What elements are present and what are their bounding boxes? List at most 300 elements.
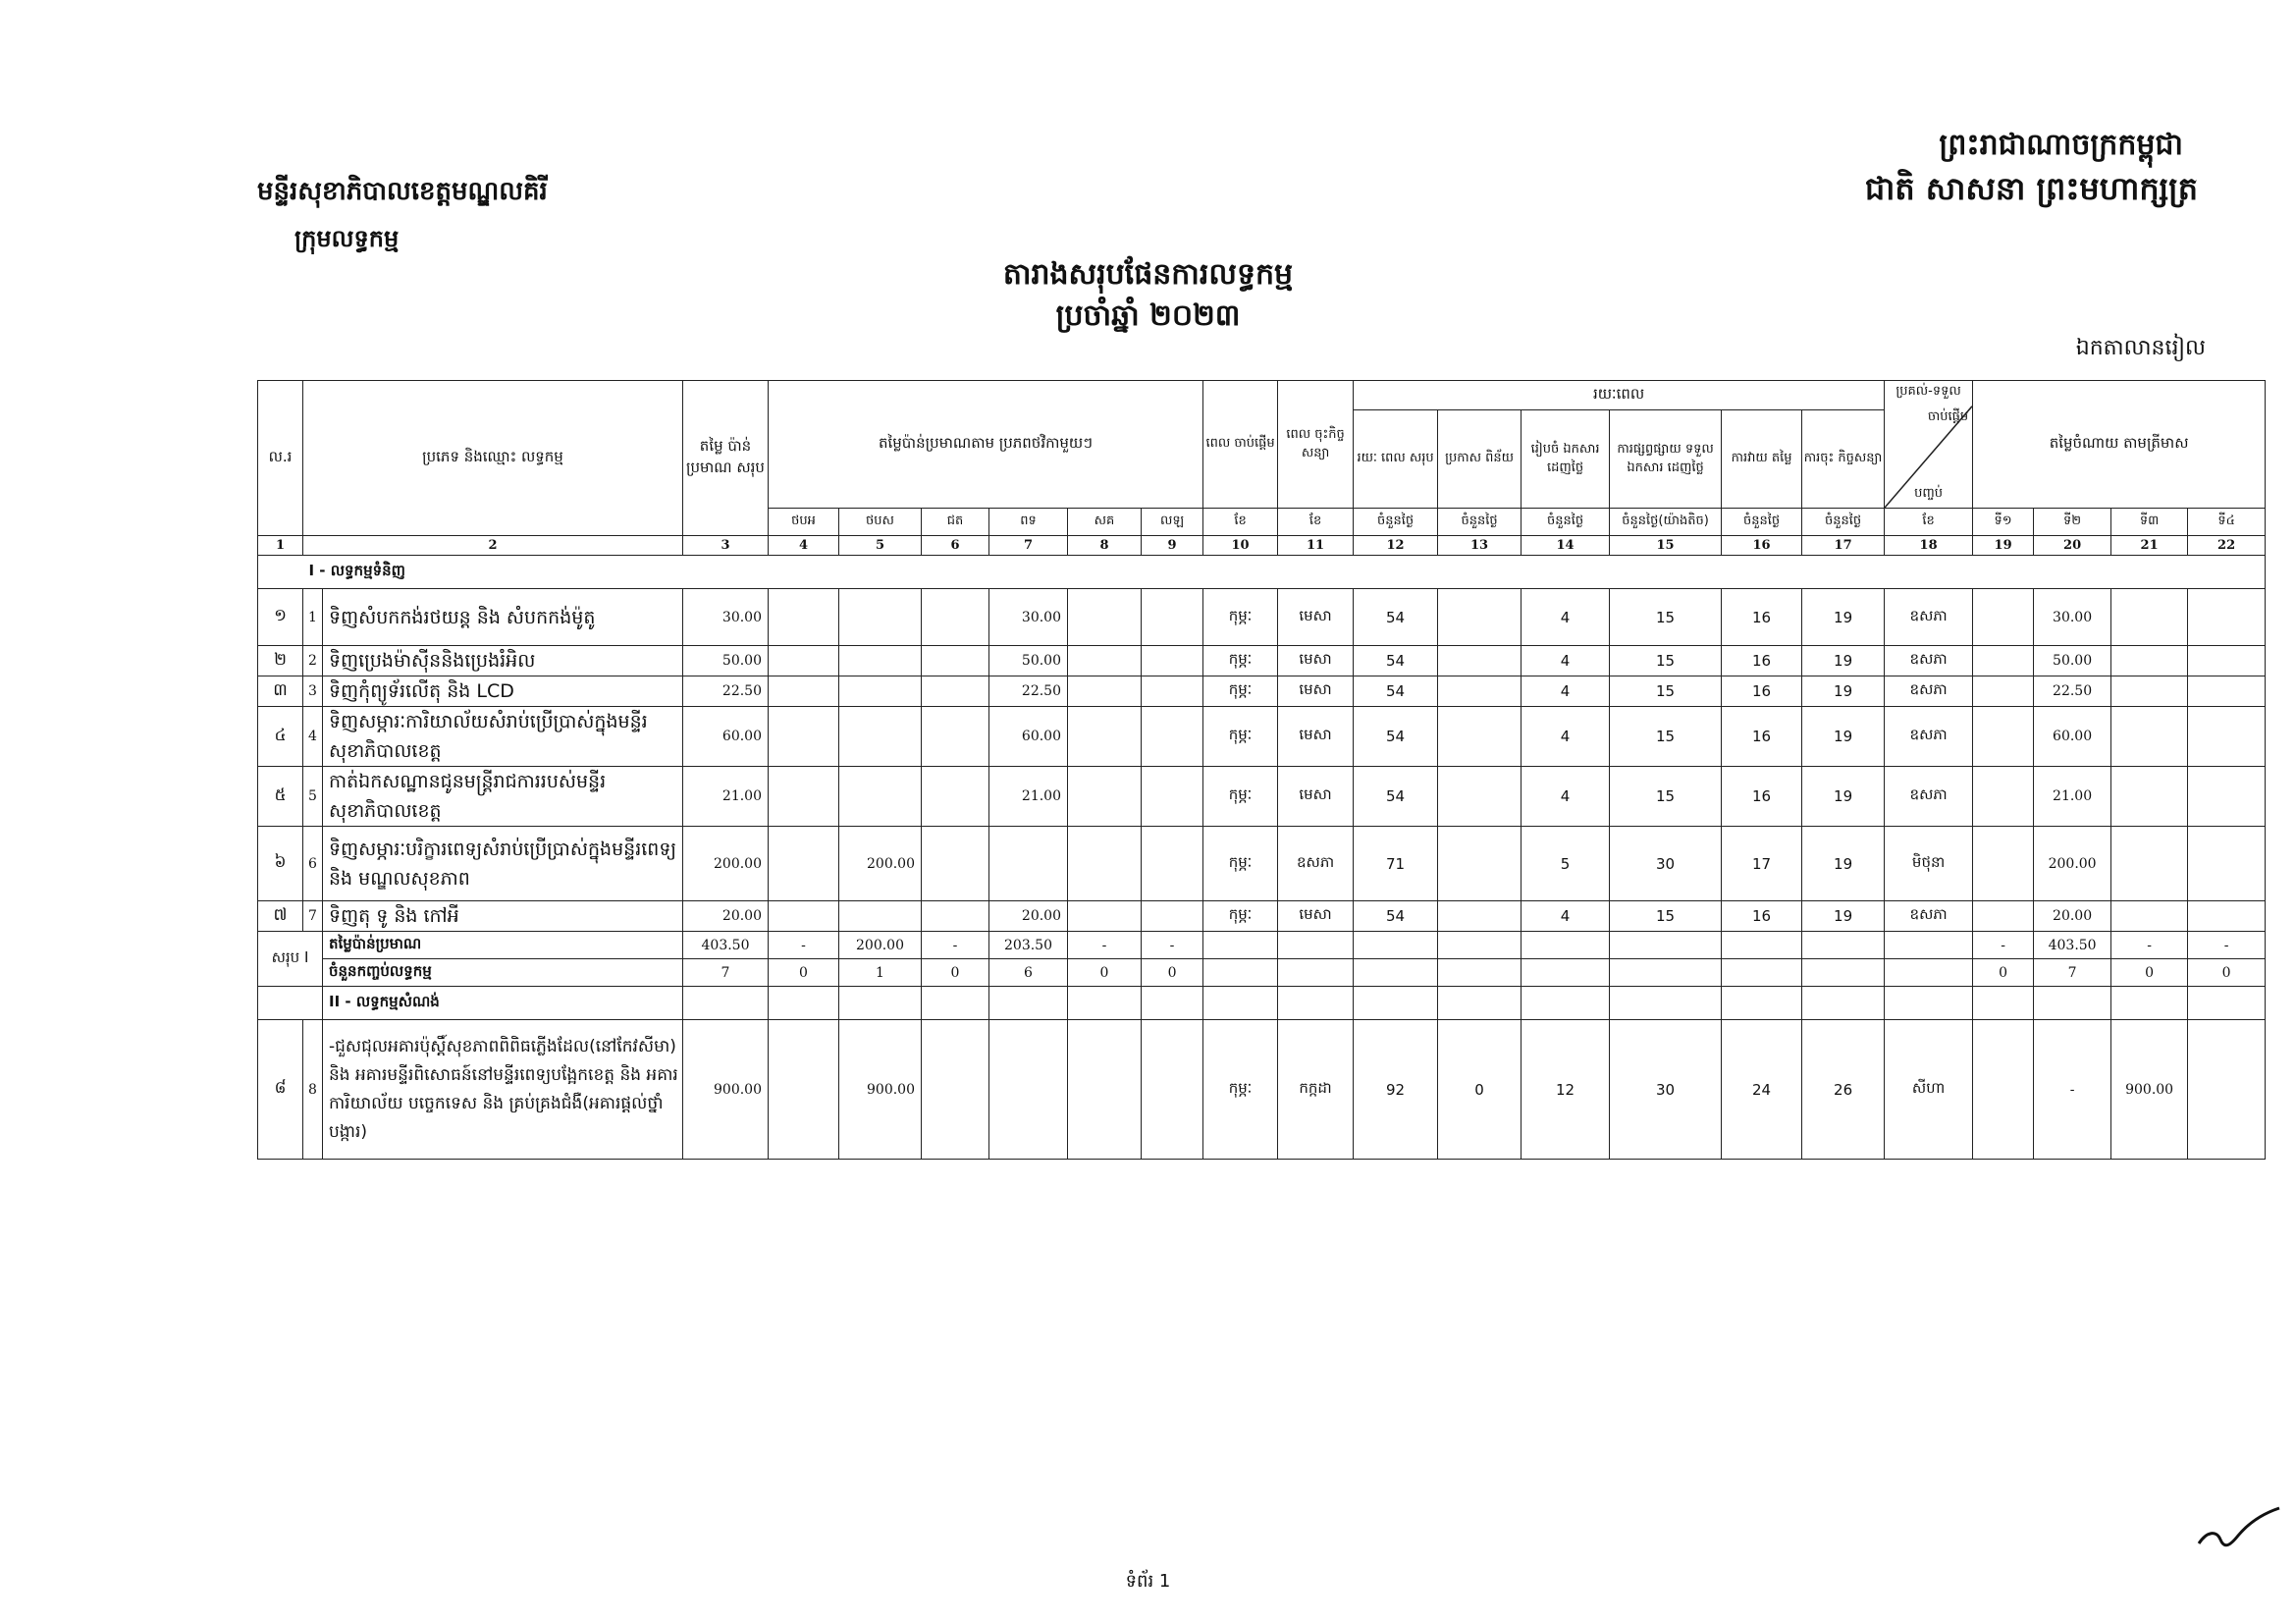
row-number: 5 bbox=[303, 767, 323, 827]
q2-cell: 60.00 bbox=[2034, 707, 2111, 767]
sched-total: 54 bbox=[1354, 589, 1438, 646]
sched-4: 30 bbox=[1610, 827, 1722, 901]
ministry-name: មន្ទីរសុខាភិបាលខេត្តមណ្ឌលគិរី bbox=[257, 177, 548, 206]
sched-3: 4 bbox=[1522, 707, 1610, 767]
table-row bbox=[258, 767, 2266, 827]
src6-cell bbox=[1142, 767, 1203, 827]
row-description: កាត់ឯកសណ្ឋានជូនមន្ត្រីរាជការរបស់មន្ទីរសុខាភិបាលខេត្ត bbox=[323, 767, 683, 827]
src1-cell bbox=[769, 1020, 839, 1160]
empty-cell bbox=[1885, 932, 1973, 959]
delivery-month: ឧសភា bbox=[1885, 646, 1973, 676]
src3-cell bbox=[922, 1020, 989, 1160]
subtotal-quarter-value: 7 bbox=[2034, 959, 2111, 987]
column-number: 16 bbox=[1722, 536, 1802, 556]
src4-cell: 22.50 bbox=[989, 676, 1068, 707]
q1-cell bbox=[1973, 1020, 2034, 1160]
row-description: ទិញសម្ភារៈការិយាល័យសំរាប់ប្រើប្រាស់ក្នុងមន្ទីរសុខាភិបាលខេត្ត bbox=[323, 707, 683, 767]
sched-4: 15 bbox=[1610, 767, 1722, 827]
section-2-label: II - លទ្ធកម្មសំណង់ bbox=[323, 987, 683, 1020]
src4-cell: 30.00 bbox=[989, 589, 1068, 646]
empty-cell bbox=[1610, 959, 1722, 987]
start-month: កុម្ភៈ bbox=[1203, 589, 1278, 646]
contract-month: ឧសភា bbox=[1278, 827, 1354, 901]
row-total: 60.00 bbox=[683, 707, 769, 767]
column-number: 19 bbox=[1973, 536, 2034, 556]
sched-2 bbox=[1438, 901, 1522, 932]
q2-cell: 21.00 bbox=[2034, 767, 2111, 827]
sched-5: 16 bbox=[1722, 901, 1802, 932]
q1-cell bbox=[1973, 707, 2034, 767]
column-number: 3 bbox=[683, 536, 769, 556]
sched-5: 17 bbox=[1722, 827, 1802, 901]
q4-cell bbox=[2188, 646, 2266, 676]
subtotal-value: 1 bbox=[839, 959, 922, 987]
sched-4: 30 bbox=[1610, 1020, 1722, 1160]
sched-5: 16 bbox=[1722, 589, 1802, 646]
col-header-sched1: រយៈ ពេល សរុប bbox=[1354, 410, 1438, 509]
sched-2 bbox=[1438, 827, 1522, 901]
delivery-month: សីហា bbox=[1885, 1020, 1973, 1160]
q4-cell bbox=[2188, 901, 2266, 932]
src1-cell bbox=[769, 767, 839, 827]
column-number: 15 bbox=[1610, 536, 1722, 556]
signature-mark bbox=[2195, 1502, 2283, 1556]
src3-cell bbox=[922, 589, 989, 646]
q1-cell bbox=[1973, 827, 2034, 901]
sched-6: 26 bbox=[1802, 1020, 1885, 1160]
subtotal-value: 0 bbox=[769, 959, 839, 987]
empty-cell bbox=[1885, 987, 1973, 1020]
table-row bbox=[258, 676, 2266, 707]
row-total: 900.00 bbox=[683, 1020, 769, 1160]
sched-3: 12 bbox=[1522, 1020, 1610, 1160]
src5-cell bbox=[1068, 827, 1142, 901]
col-header-type: ប្រភេទ និងឈ្មោះ លទ្ធកម្ម bbox=[303, 381, 683, 536]
col-header-src1: ថបអ bbox=[769, 509, 839, 536]
sched-3: 4 bbox=[1522, 676, 1610, 707]
row-total: 50.00 bbox=[683, 646, 769, 676]
delivery-end-label: បញ្ចប់ bbox=[1914, 486, 1944, 501]
src6-cell bbox=[1142, 1020, 1203, 1160]
row-number: 6 bbox=[303, 827, 323, 901]
column-number: 21 bbox=[2111, 536, 2188, 556]
subtotal-row bbox=[258, 932, 2266, 959]
q3-cell bbox=[2111, 676, 2188, 707]
sched-3: 4 bbox=[1522, 589, 1610, 646]
empty-cell bbox=[1142, 987, 1203, 1020]
src3-cell bbox=[922, 707, 989, 767]
empty-cell bbox=[1885, 959, 1973, 987]
sched-3: 4 bbox=[1522, 901, 1610, 932]
empty-cell bbox=[1354, 959, 1438, 987]
col-header-q2: ទី២ bbox=[2034, 509, 2111, 536]
empty-cell bbox=[1278, 932, 1354, 959]
sched-6: 19 bbox=[1802, 901, 1885, 932]
row-khmer-number: ៤ bbox=[258, 707, 303, 767]
q3-cell bbox=[2111, 589, 2188, 646]
unit-days: ចំនួនថ្ងៃ bbox=[1722, 509, 1802, 536]
row-description: -ជួសជុលអគារប៉ុស្តិ៍សុខភាពពិពិធភ្លើងដែល(នៅកែវសីមា) និង អគារមន្ទីរពិសោធន៍នៅមន្ទីរពេទ្យបង្អែកខេត្ត និង អគារការិយាល័យ បច្ចេកទេស និង គ្រប់គ្រងជំងឺ(អគារផ្ដល់ថ្នាំបង្ការ) bbox=[323, 1020, 683, 1160]
col-header-no: ល.រ bbox=[258, 381, 303, 536]
sched-6: 19 bbox=[1802, 767, 1885, 827]
q1-cell bbox=[1973, 767, 2034, 827]
q2-cell: 22.50 bbox=[2034, 676, 2111, 707]
subtotal-value: 0 bbox=[1142, 959, 1203, 987]
sched-5: 24 bbox=[1722, 1020, 1802, 1160]
sched-6: 19 bbox=[1802, 646, 1885, 676]
row-description: ទិញសំបកកង់រថយន្ត និង សំបកកង់ម៉ូតូ bbox=[323, 589, 683, 646]
src3-cell bbox=[922, 767, 989, 827]
table-row bbox=[258, 707, 2266, 767]
sched-2 bbox=[1438, 676, 1522, 707]
section-1-label: I - លទ្ធកម្មទំនិញ bbox=[303, 556, 2266, 589]
empty-cell bbox=[1610, 932, 1722, 959]
q3-cell bbox=[2111, 707, 2188, 767]
contract-month: មេសា bbox=[1278, 707, 1354, 767]
start-month: កុម្ភៈ bbox=[1203, 646, 1278, 676]
sched-total: 54 bbox=[1354, 707, 1438, 767]
q2-cell: 200.00 bbox=[2034, 827, 2111, 901]
column-number: 13 bbox=[1438, 536, 1522, 556]
column-number: 12 bbox=[1354, 536, 1438, 556]
empty-cell bbox=[1610, 987, 1722, 1020]
delivery-month: ឧសភា bbox=[1885, 589, 1973, 646]
src3-cell bbox=[922, 901, 989, 932]
row-khmer-number: ៨ bbox=[258, 1020, 303, 1160]
q3-cell bbox=[2111, 767, 2188, 827]
src4-cell: 50.00 bbox=[989, 646, 1068, 676]
row-total: 200.00 bbox=[683, 827, 769, 901]
empty-cell bbox=[1438, 932, 1522, 959]
q2-cell: 30.00 bbox=[2034, 589, 2111, 646]
src2-cell bbox=[839, 646, 922, 676]
sched-5: 16 bbox=[1722, 707, 1802, 767]
sched-3: 4 bbox=[1522, 767, 1610, 827]
subtotal-quarter-value: 0 bbox=[1973, 959, 2034, 987]
sched-total: 71 bbox=[1354, 827, 1438, 901]
sched-2: 0 bbox=[1438, 1020, 1522, 1160]
src2-cell bbox=[839, 589, 922, 646]
row-total: 22.50 bbox=[683, 676, 769, 707]
column-number: 2 bbox=[303, 536, 683, 556]
delivery-month: មិថុនា bbox=[1885, 827, 1973, 901]
empty-cell bbox=[1278, 959, 1354, 987]
empty-cell bbox=[1802, 932, 1885, 959]
sched-total: 54 bbox=[1354, 646, 1438, 676]
src2-cell bbox=[839, 707, 922, 767]
start-month: កុម្ភៈ bbox=[1203, 767, 1278, 827]
subtotal-quarter-value: 403.50 bbox=[2034, 932, 2111, 959]
sched-2 bbox=[1438, 589, 1522, 646]
col-header-sources: តម្លៃប៉ាន់ប្រមាណតាម ប្រភពថវិកាមួយៗ bbox=[769, 381, 1203, 509]
delivery-month: ឧសភា bbox=[1885, 707, 1973, 767]
q4-cell bbox=[2188, 676, 2266, 707]
start-month: កុម្ភៈ bbox=[1203, 901, 1278, 932]
sched-4: 15 bbox=[1610, 676, 1722, 707]
unit-month: ខែ bbox=[1278, 509, 1354, 536]
q1-cell bbox=[1973, 589, 2034, 646]
empty-cell bbox=[1522, 959, 1610, 987]
row-number: 2 bbox=[303, 646, 323, 676]
src4-cell: 60.00 bbox=[989, 707, 1068, 767]
empty-cell bbox=[1802, 987, 1885, 1020]
sched-2 bbox=[1438, 767, 1522, 827]
empty-cell bbox=[1722, 932, 1802, 959]
src5-cell bbox=[1068, 589, 1142, 646]
q3-cell bbox=[2111, 901, 2188, 932]
delivery-start-label: ចាប់ផ្ដើម bbox=[1927, 409, 1969, 424]
sched-total: 54 bbox=[1354, 767, 1438, 827]
table-row bbox=[258, 901, 2266, 932]
q3-cell bbox=[2111, 827, 2188, 901]
subtotal-quarter-value: 0 bbox=[2111, 959, 2188, 987]
subtotal-value: - bbox=[1068, 932, 1142, 959]
src2-cell bbox=[839, 901, 922, 932]
src1-cell bbox=[769, 827, 839, 901]
q1-cell bbox=[1973, 676, 2034, 707]
src1-cell bbox=[769, 707, 839, 767]
src3-cell bbox=[922, 646, 989, 676]
row-khmer-number: ៦ bbox=[258, 827, 303, 901]
src6-cell bbox=[1142, 827, 1203, 901]
empty-cell bbox=[1522, 932, 1610, 959]
subtotal-value: 0 bbox=[922, 959, 989, 987]
col-header-delivery bbox=[1885, 381, 1973, 509]
q4-cell bbox=[2188, 767, 2266, 827]
subtotal-quarter-value: - bbox=[1973, 932, 2034, 959]
sched-6: 19 bbox=[1802, 676, 1885, 707]
row-number: 4 bbox=[303, 707, 323, 767]
unit-month: ខែ bbox=[1885, 509, 1973, 536]
src4-cell: 20.00 bbox=[989, 901, 1068, 932]
currency-unit: ឯកតាលានរៀល bbox=[2075, 336, 2206, 360]
q1-cell bbox=[1973, 646, 2034, 676]
col-header-quarters: តម្លៃចំណាយ តាមត្រីមាស bbox=[1973, 381, 2266, 509]
empty-cell bbox=[1203, 932, 1278, 959]
q4-cell bbox=[2188, 707, 2266, 767]
table-row bbox=[258, 589, 2266, 646]
src6-cell bbox=[1142, 589, 1203, 646]
subtotal-quarter-value: 0 bbox=[2188, 959, 2266, 987]
row-number: 7 bbox=[303, 901, 323, 932]
row-khmer-number: ២ bbox=[258, 646, 303, 676]
col-header-sched5: ការវាយ តម្លៃ bbox=[1722, 410, 1802, 509]
contract-month: កក្កដា bbox=[1278, 1020, 1354, 1160]
subtotal-row bbox=[258, 959, 2266, 987]
sched-5: 16 bbox=[1722, 646, 1802, 676]
col-header-src3: ជត bbox=[922, 509, 989, 536]
column-number-row bbox=[258, 536, 2266, 556]
delivery-month: ឧសភា bbox=[1885, 901, 1973, 932]
row-description: ទិញសម្ភារៈបរិក្ខារពេទ្យសំរាប់ប្រើប្រាស់ក្នុងមន្ទីរពេទ្យ និង មណ្ឌលសុខភាព bbox=[323, 827, 683, 901]
sched-total: 54 bbox=[1354, 901, 1438, 932]
row-number: 1 bbox=[303, 589, 323, 646]
row-total: 21.00 bbox=[683, 767, 769, 827]
sched-5: 16 bbox=[1722, 767, 1802, 827]
column-number: 5 bbox=[839, 536, 922, 556]
start-month: កុម្ភៈ bbox=[1203, 1020, 1278, 1160]
col-header-total: តម្លៃ ប៉ាន់ប្រមាណ សរុប bbox=[683, 381, 769, 536]
src6-cell bbox=[1142, 707, 1203, 767]
subtotal-label: សរុប I bbox=[258, 932, 323, 987]
empty-cell bbox=[2188, 987, 2266, 1020]
sched-4: 15 bbox=[1610, 646, 1722, 676]
column-number: 22 bbox=[2188, 536, 2266, 556]
sched-total: 54 bbox=[1354, 676, 1438, 707]
src1-cell bbox=[769, 589, 839, 646]
src5-cell bbox=[1068, 646, 1142, 676]
empty-cell bbox=[769, 987, 839, 1020]
col-header-sched6: ការចុះ កិច្ចសន្យា bbox=[1802, 410, 1885, 509]
empty-cell bbox=[1203, 987, 1278, 1020]
subtotal-value: 200.00 bbox=[839, 932, 922, 959]
src4-cell bbox=[989, 1020, 1068, 1160]
column-number: 20 bbox=[2034, 536, 2111, 556]
empty-cell bbox=[922, 987, 989, 1020]
src6-cell bbox=[1142, 646, 1203, 676]
subtotal-value: 0 bbox=[1068, 959, 1142, 987]
empty-cell bbox=[1354, 987, 1438, 1020]
empty-cell bbox=[1722, 959, 1802, 987]
sched-4: 15 bbox=[1610, 589, 1722, 646]
row-khmer-number: ៥ bbox=[258, 767, 303, 827]
contract-month: មេសា bbox=[1278, 646, 1354, 676]
row-total: 20.00 bbox=[683, 901, 769, 932]
col-header-q3: ទី៣ bbox=[2111, 509, 2188, 536]
src2-cell bbox=[839, 767, 922, 827]
q2-cell: 50.00 bbox=[2034, 646, 2111, 676]
start-month: កុម្ភៈ bbox=[1203, 827, 1278, 901]
subtotal-row-label: ចំនួនកញ្ចប់លទ្ធកម្ម bbox=[323, 959, 683, 987]
q3-cell bbox=[2111, 646, 2188, 676]
src5-cell bbox=[1068, 767, 1142, 827]
src1-cell bbox=[769, 676, 839, 707]
subtotal-value: - bbox=[922, 932, 989, 959]
delivery-group-label: ប្រគល់-ទទួល bbox=[1896, 384, 1961, 399]
empty-cell bbox=[839, 987, 922, 1020]
col-header-src4: ពទ bbox=[989, 509, 1068, 536]
sched-6: 19 bbox=[1802, 589, 1885, 646]
q4-cell bbox=[2188, 1020, 2266, 1160]
delivery-month: ឧសភា bbox=[1885, 767, 1973, 827]
sched-2 bbox=[1438, 646, 1522, 676]
empty-cell bbox=[1722, 987, 1802, 1020]
sched-3: 5 bbox=[1522, 827, 1610, 901]
col-header-start: ពេល ចាប់ផ្ដើម bbox=[1203, 381, 1278, 509]
row-number: 3 bbox=[303, 676, 323, 707]
contract-month: មេសា bbox=[1278, 767, 1354, 827]
procurement-plan-table bbox=[257, 380, 2266, 1160]
empty-cell bbox=[1438, 987, 1522, 1020]
src1-cell bbox=[769, 901, 839, 932]
empty-cell bbox=[1438, 959, 1522, 987]
unit-days: ចំនួនថ្ងៃ bbox=[1522, 509, 1610, 536]
src5-cell bbox=[1068, 707, 1142, 767]
q4-cell bbox=[2188, 827, 2266, 901]
src2-cell: 900.00 bbox=[839, 1020, 922, 1160]
src5-cell bbox=[1068, 901, 1142, 932]
subtotal-value: - bbox=[1142, 932, 1203, 959]
unit-month: ខែ bbox=[1203, 509, 1278, 536]
empty-cell bbox=[1522, 987, 1610, 1020]
table-row bbox=[258, 1020, 2266, 1160]
q1-cell bbox=[1973, 901, 2034, 932]
contract-month: មេសា bbox=[1278, 901, 1354, 932]
subtotal-value: 6 bbox=[989, 959, 1068, 987]
kingdom-name: ព្រះរាជាណាចក្រកម្ពុជា bbox=[1939, 128, 2183, 162]
page-title: តារាងសរុបផែនការលទ្ធកម្ម bbox=[1002, 257, 1294, 292]
empty-cell bbox=[1068, 987, 1142, 1020]
column-number: 8 bbox=[1068, 536, 1142, 556]
src5-cell bbox=[1068, 676, 1142, 707]
col-header-q1: ទី១ bbox=[1973, 509, 2034, 536]
col-header-src5: សគ bbox=[1068, 509, 1142, 536]
subtotal-row-label: តម្លៃប៉ាន់ប្រមាណ bbox=[323, 932, 683, 959]
subtotal-quarter-value: - bbox=[2111, 932, 2188, 959]
national-motto: ជាតិ សាសនា ព្រះមហាក្សត្រ bbox=[1864, 170, 2198, 207]
empty-cell bbox=[1203, 959, 1278, 987]
unit-days-working: ចំនួនថ្ងៃ(យ៉ាងតិច) bbox=[1610, 509, 1722, 536]
src3-cell bbox=[922, 827, 989, 901]
src6-cell bbox=[1142, 901, 1203, 932]
column-number: 11 bbox=[1278, 536, 1354, 556]
col-header-src6: លឡ bbox=[1142, 509, 1203, 536]
empty-cell bbox=[989, 987, 1068, 1020]
section-row bbox=[258, 987, 2266, 1020]
empty-cell bbox=[683, 987, 769, 1020]
unit-days: ចំនួនថ្ងៃ bbox=[1438, 509, 1522, 536]
row-description: ទិញតុ ទូ និង កៅអី bbox=[323, 901, 683, 932]
src4-cell bbox=[989, 827, 1068, 901]
q4-cell bbox=[2188, 589, 2266, 646]
empty-cell bbox=[2034, 987, 2111, 1020]
sched-4: 15 bbox=[1610, 707, 1722, 767]
empty-cell bbox=[2111, 987, 2188, 1020]
col-header-q4: ទី៤ bbox=[2188, 509, 2266, 536]
src2-cell: 200.00 bbox=[839, 827, 922, 901]
delivery-month: ឧសភា bbox=[1885, 676, 1973, 707]
column-number: 17 bbox=[1802, 536, 1885, 556]
column-number: 7 bbox=[989, 536, 1068, 556]
src1-cell bbox=[769, 646, 839, 676]
column-number: 10 bbox=[1203, 536, 1278, 556]
row-number: 8 bbox=[303, 1020, 323, 1160]
page-number: ទំព័រ 1 bbox=[1125, 1571, 1171, 1592]
unit-days: ចំនួនថ្ងៃ bbox=[1354, 509, 1438, 536]
unit-days: ចំនួនថ្ងៃ bbox=[1802, 509, 1885, 536]
src5-cell bbox=[1068, 1020, 1142, 1160]
page-subtitle: ប្រចាំឆ្នាំ ២០២៣ bbox=[1055, 298, 1241, 333]
col-header-contract: ពេល ចុះកិច្ច សន្យា bbox=[1278, 381, 1354, 509]
column-number: 14 bbox=[1522, 536, 1610, 556]
q3-cell: 900.00 bbox=[2111, 1020, 2188, 1160]
row-total: 30.00 bbox=[683, 589, 769, 646]
q2-cell: - bbox=[2034, 1020, 2111, 1160]
column-number: 18 bbox=[1885, 536, 1973, 556]
column-number: 1 bbox=[258, 536, 303, 556]
col-header-sched3: រៀបចំ ឯកសារ ដេញថ្លៃ bbox=[1522, 410, 1610, 509]
subtotal-value: - bbox=[769, 932, 839, 959]
col-header-sched4: ការផ្សព្វផ្សាយ ទទួលឯកសារ ដេញថ្លៃ bbox=[1610, 410, 1722, 509]
unit-name: ក្រុមលទ្ធកម្ម bbox=[294, 225, 400, 252]
col-header-schedule: រយៈពេល bbox=[1354, 381, 1885, 410]
empty-cell bbox=[258, 987, 323, 1020]
empty-cell bbox=[1973, 987, 2034, 1020]
empty-cell bbox=[1802, 959, 1885, 987]
table-row bbox=[258, 646, 2266, 676]
sched-3: 4 bbox=[1522, 646, 1610, 676]
subtotal-value: 403.50 bbox=[683, 932, 769, 959]
